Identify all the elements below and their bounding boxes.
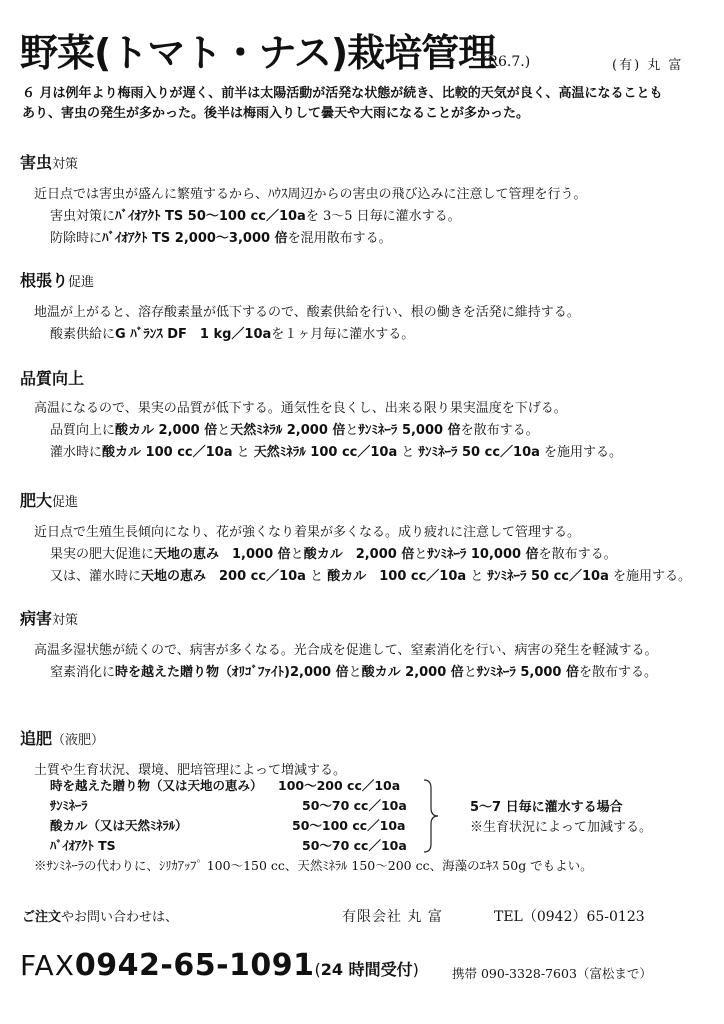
section-text: 害虫対策にﾊﾞｲｵｱｸﾄ TS 50～100 cc／10aを 3～5 日毎に灌水する。 (50, 209, 461, 224)
section-fruit-enlargement (20, 490, 710, 588)
issue-date: (R6.7.) (482, 54, 531, 70)
section-text: 酸素供給にG ﾊﾞﾗﾝｽ DF 1 kg／10aを１ヶ月毎に灌水する。 (50, 327, 415, 342)
intro-line: ６ 月は例年より梅雨入りが遅く、前半は太陽活動が活発な状態が続き、比較的天気が良く、高温になることも (22, 86, 663, 101)
section-text: 窒素消化に時を越えた贈り物（ｵﾘｺﾞﾌｧｲﾄ)2,000 倍と酸カル 2,000 倍とｻﾝﾐﾈｰﾗ 5,000 倍を散布する。 (50, 665, 658, 680)
section-heading: 品質向上 (20, 369, 85, 388)
order-inquiry-text: ご注文やお問い合わせは、 (22, 910, 179, 925)
adjustment-note: ※生育状況によって加減する。 (470, 820, 653, 835)
section-top-dressing (20, 728, 710, 782)
section-pest-control (20, 152, 710, 250)
section-heading: 病害対策 (20, 609, 79, 628)
fertilizer-table: 時を越えた贈り物（又は天地の恵み） 100～200 cc／10a ｻﾝﾐﾈｰﾗ 50～70 cc／10a 酸カル（又は天然ﾐﾈﾗﾙ） 50～100 cc／10a ﾊﾞｲｵｱｸﾄ TS 50～70 cc／10a 5～7 日毎に灌水する場合 ※生育状況によって加減する。 (50, 778, 653, 853)
intro-line: あり、害虫の発生が多かった。後半は梅雨入りして曇天や大雨になることが多かった。 (22, 106, 530, 121)
section-text: 果実の肥大促進に天地の恵み 1,000 倍と酸カル 2,000 倍とｻﾝﾐﾈｰﾗ 10,000 倍を散布する。 (50, 547, 617, 562)
section-text: 近日点で生殖生長傾向になり、花が強くなり着果が多くなる。成り疲れに注意して管理する。 (34, 525, 581, 540)
section-quality (20, 368, 710, 464)
header (20, 28, 700, 78)
mobile-number: 携帯 090-3328-7603（富松まで） (452, 966, 652, 981)
section-text: 高温多湿状態が続くので、病害が多くなる。光合成を促進して、窒素消化を行い、病害の発生を軽減する。 (34, 643, 658, 658)
company-name: 有限会社 丸 富 (342, 909, 443, 925)
section-disease-control (20, 608, 710, 684)
fax-label: FAX (20, 949, 75, 982)
issuer-name: (有) 丸 富 (612, 58, 684, 73)
section-text: 土質や生育状況、環境、肥培管理によって増減する。 (34, 763, 347, 778)
page-title: 野菜(トマト・ナス)栽培管理 (20, 31, 496, 75)
section-text: 品質向上に酸カル 2,000 倍と天然ﾐﾈﾗﾙ 2,000 倍とｻﾝﾐﾈｰﾗ 5,000 倍を散布する。 (50, 423, 539, 438)
section-root-growth (20, 270, 710, 346)
alternative-footnote: ※ｻﾝﾐﾈｰﾗの代わりに、ｼﾘｶｱｯﾌﾟ 100～150 cc、天然ﾐﾈﾗﾙ 150～200 cc、海藻のｴｷｽ 50g でもよい。 (34, 858, 593, 873)
watering-interval-note: 5～7 日毎に灌水する場合 (470, 800, 623, 815)
section-text: 又は、灌水時に天地の恵み 200 cc／10a と 酸カル 100 cc／10a と ｻﾝﾐﾈｰﾗ 50 cc／10a を施用する。 (50, 569, 692, 584)
fax-number: 0942-65-1091 (74, 948, 315, 983)
phone-number: TEL（0942）65-0123 (494, 909, 645, 925)
section-text: 地温が上がると、溶存酸素量が低下するので、酸素供給を行い、根の働きを活発に維持する。 (34, 305, 580, 320)
section-text: 防除時にﾊﾞｲｵｱｸﾄ TS 2,000～3,000 倍を混用散布する。 (50, 231, 392, 246)
right-brace-icon (422, 778, 440, 854)
section-heading: 肥大促進 (20, 491, 79, 510)
section-text: 高温になるので、果実の品質が低下する。通気性を良くし、出来る限り果実温度を下げる。 (34, 401, 567, 416)
fax-line (20, 948, 419, 983)
intro-paragraph (22, 84, 702, 124)
section-text: 近日点では害虫が盛んに繁殖するから、ﾊｳｽ周辺からの害虫の飛び込みに注意して管理を行う。 (34, 187, 587, 202)
section-heading: 害虫対策 (20, 153, 79, 172)
section-text: 灌水時に酸カル 100 cc／10a と 天然ﾐﾈﾗﾙ 100 cc／10a と ｻﾝﾐﾈｰﾗ 50 cc／10a を施用する。 (50, 445, 623, 460)
section-heading: 追肥（液肥） (20, 729, 105, 748)
fax-hours: (24 時間受付) (314, 960, 419, 979)
section-heading: 根張り促進 (20, 271, 95, 290)
